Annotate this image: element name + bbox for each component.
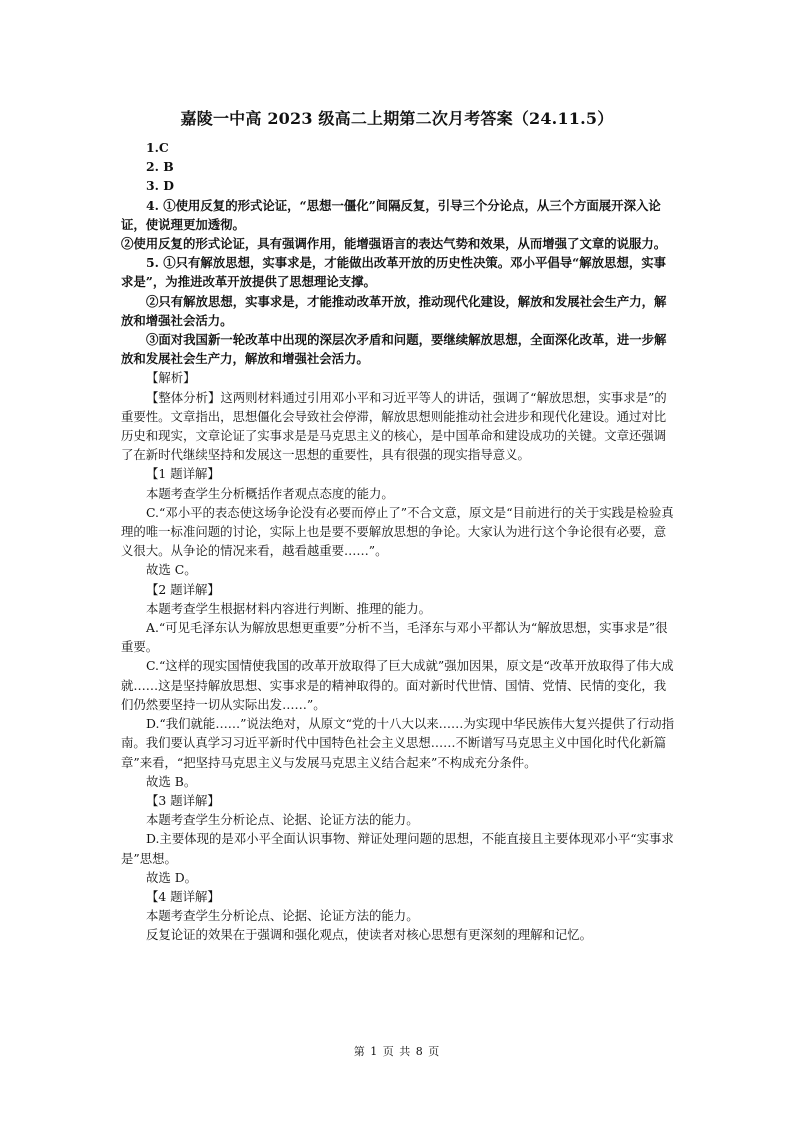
q4-text: 反复论证的效果在于强调和强化观点，使读者对核心思想有更深刻的理解和记忆。 xyxy=(146,927,593,943)
q2-option-a: A.“可见毛泽东认为解放思想更重要”分析不当，毛泽东与邓小平都认为“解放思想，实事求是”很重要。 xyxy=(121,620,668,655)
page-title: 嘉陵一中高 2023 级高二上期第二次月考答案（24.11.5） xyxy=(180,109,614,128)
overall-analysis: 【整体分析】这两则材料通过引用邓小平和习近平等人的讲话，强调了“解放思想，实事求是”的重要性。文章指出，思想僵化会导致社会停滞，解放思想则能推动社会进步和现代化建设。通过对比历史和现实，文章论证了实事求是是马克思主义的核心，是中国革命和建设成功的关键。文章还强调了在新时代继续坚持和发展这一思想的重要性，具有很强的现实指导意义。 xyxy=(121,389,667,463)
q4-heading: 【4 题详解】 xyxy=(146,888,220,904)
q2-choice: 故选 B。 xyxy=(146,773,197,789)
q2-intro: 本题考查学生根据材料内容进行判断、推理的能力。 xyxy=(146,600,431,616)
answer-4-part-2: ②使用反复的形式论证，具有强调作用，能增强语言的表达气势和效果，从而增强了文章的说服力。 xyxy=(121,236,667,252)
answer-5-part-3: ③面对我国新一轮改革中出现的深层次矛盾和问题，要继续解放思想，全面深化改革，进一步解放和发展社会生产力，解放和增强社会活力。 xyxy=(121,332,667,367)
q3-intro: 本题考查学生分析论点、论据、论证方法的能力。 xyxy=(146,812,419,828)
q1-option-c: C.“邓小平的表态使这场争论没有必要而停止了”不合文意，原文是“目前进行的关于实践是检验真理的唯一标准问题的讨论，实际上也是要不要解放思想的争论。大家认为进行这个争论很有必要，意义很大。从争论的情况来看，越看越重要……”。 xyxy=(121,504,674,559)
answer-5-part-1: 5. ①只有解放思想，实事求是，才能做出改革开放的历史性决策。邓小平倡导“解放思想，实事求是”，为推进改革开放提供了思想理论支撑。 xyxy=(121,255,667,290)
document-body xyxy=(121,138,676,945)
q2-option-d: D.“我们就能……”说法绝对，从原文“党的十八大以来……为实现中华民族伟大复兴提供了行动指南。我们要认真学习习近平新时代中国特色社会主义思想……不断谱写马克思主义中国化时代化新篇章”来看，“把坚持马克思主义与发展马克思主义结合起来”不构成充分条件。 xyxy=(121,716,675,770)
q1-choice: 故选 C。 xyxy=(146,562,197,578)
q1-intro: 本题考查学生分析概括作者观点态度的能力。 xyxy=(146,485,394,501)
q4-intro: 本题考查学生分析论点、论据、论证方法的能力。 xyxy=(146,908,419,924)
answer-3: 3. D xyxy=(146,178,174,194)
q3-option-d: D.主要体现的是邓小平全面认识事物、辩证处理问题的思想，不能直接且主要体现邓小平“实事求是”思想。 xyxy=(121,831,674,866)
q3-heading: 【3 题详解】 xyxy=(146,792,220,808)
q2-heading: 【2 题详解】 xyxy=(146,581,220,597)
answer-2: 2. B xyxy=(146,159,174,175)
analysis-heading: 【解析】 xyxy=(146,370,196,386)
q2-option-c: C.“这样的现实国情使我国的改革开放取得了巨大成就”强加因果，原文是“改革开放取得了伟大成就……这是坚持解放思想、实事求是的精神取得的。面对新时代世情、国情、党情、民情的变化，我们仍然要坚持一切从实际出发……”。 xyxy=(121,658,674,712)
q3-choice: 故选 D。 xyxy=(146,869,198,885)
answer-5-part-2: ②只有解放思想，实事求是，才能推动改革开放，推动现代化建设，解放和发展社会生产力，解放和增强社会活力。 xyxy=(121,293,667,328)
page-number-footer: 第 1 页 共 8 页 xyxy=(353,1045,441,1058)
answer-1: 1.C xyxy=(146,140,169,155)
answer-4-part-1: 4. ①使用反复的形式论证，“思想一僵化”间隔反复，引导三个分论点，从三个方面展开深入论证，使说理更加透彻。 xyxy=(121,197,661,232)
q1-heading: 【1 题详解】 xyxy=(146,466,220,482)
